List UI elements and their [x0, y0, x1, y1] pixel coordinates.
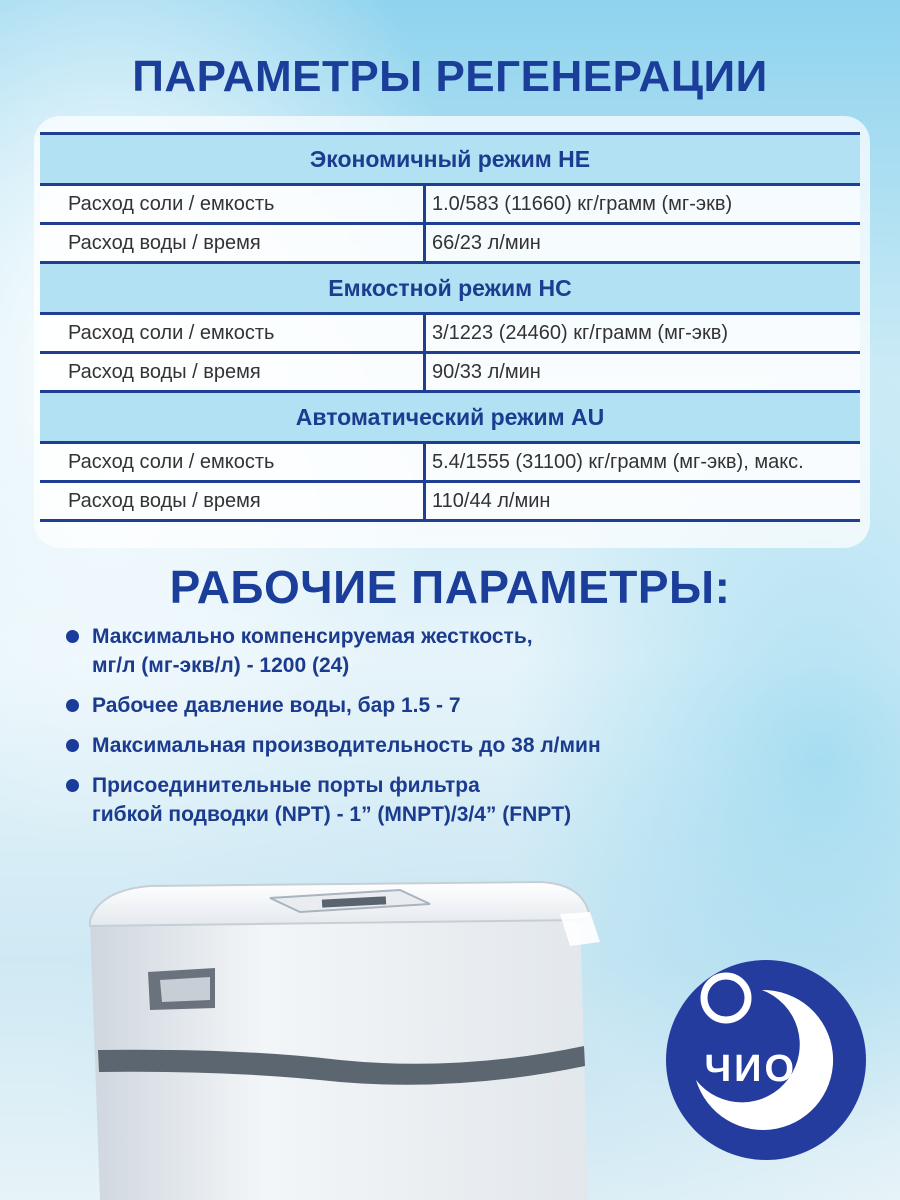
- water-softener-image: [60, 860, 660, 1200]
- table-row: [40, 441, 860, 480]
- list-item: [66, 691, 866, 720]
- table-row: [40, 312, 860, 351]
- working-parameters-list: [66, 622, 866, 840]
- list-item-line: Максимально компенсируемая жесткость,: [92, 625, 533, 648]
- list-item-line: мг/л (мг-экв/л) - 1200 (24): [92, 654, 350, 677]
- row-value: 90/33 л/мин: [432, 360, 541, 383]
- list-item-line: Присоединительные порты фильтра: [92, 774, 480, 797]
- bullet-dot-icon: [66, 699, 79, 712]
- row-label: Расход соли / емкость: [40, 315, 426, 351]
- section-header-au: Автоматический режим AU: [40, 390, 860, 441]
- list-item-line: Рабочее давление воды, бар 1.5 - 7: [92, 694, 461, 717]
- row-label: Расход соли / емкость: [40, 186, 426, 222]
- table-row: [40, 480, 860, 522]
- list-item: [66, 622, 866, 680]
- bullet-dot-icon: [66, 779, 79, 792]
- section-header-he: Экономичный режим HE: [40, 132, 860, 183]
- list-item-line: гибкой подводки (NPT) - 1” (MNPT)/3/4” (FNPT): [92, 803, 572, 826]
- table-row: [40, 351, 860, 390]
- list-item: [66, 771, 866, 829]
- regeneration-title: ПАРАМЕТРЫ РЕГЕНЕРАЦИИ: [132, 52, 768, 101]
- section-header-hc: Емкостной режим HC: [40, 261, 860, 312]
- row-value: 5.4/1555 (31100) кг/грамм (мг-экв), макс.: [432, 450, 804, 473]
- bullet-dot-icon: [66, 739, 79, 752]
- row-value: 110/44 л/мин: [432, 489, 551, 512]
- row-value: 66/23 л/мин: [432, 231, 541, 254]
- row-value: 3/1223 (24460) кг/грамм (мг-экв): [432, 321, 729, 344]
- table-row: [40, 222, 860, 261]
- row-value: 1.0/583 (11660) кг/грамм (мг-экв): [432, 192, 733, 215]
- table-row: [40, 183, 860, 222]
- list-item: [66, 731, 866, 760]
- regeneration-table: [40, 132, 860, 522]
- row-label: Расход воды / время: [40, 483, 426, 519]
- row-label: Расход воды / время: [40, 354, 426, 390]
- chios-logo: [666, 960, 866, 1160]
- row-label: Расход воды / время: [40, 225, 426, 261]
- list-item-line: Максимальная производительность до 38 л/мин: [92, 734, 601, 757]
- bullet-dot-icon: [66, 630, 79, 643]
- logo-text: ЧИОС: [704, 1048, 828, 1090]
- working-parameters-title: РАБОЧИЕ ПАРАМЕТРЫ:: [169, 561, 731, 613]
- row-label: Расход соли / емкость: [40, 444, 426, 480]
